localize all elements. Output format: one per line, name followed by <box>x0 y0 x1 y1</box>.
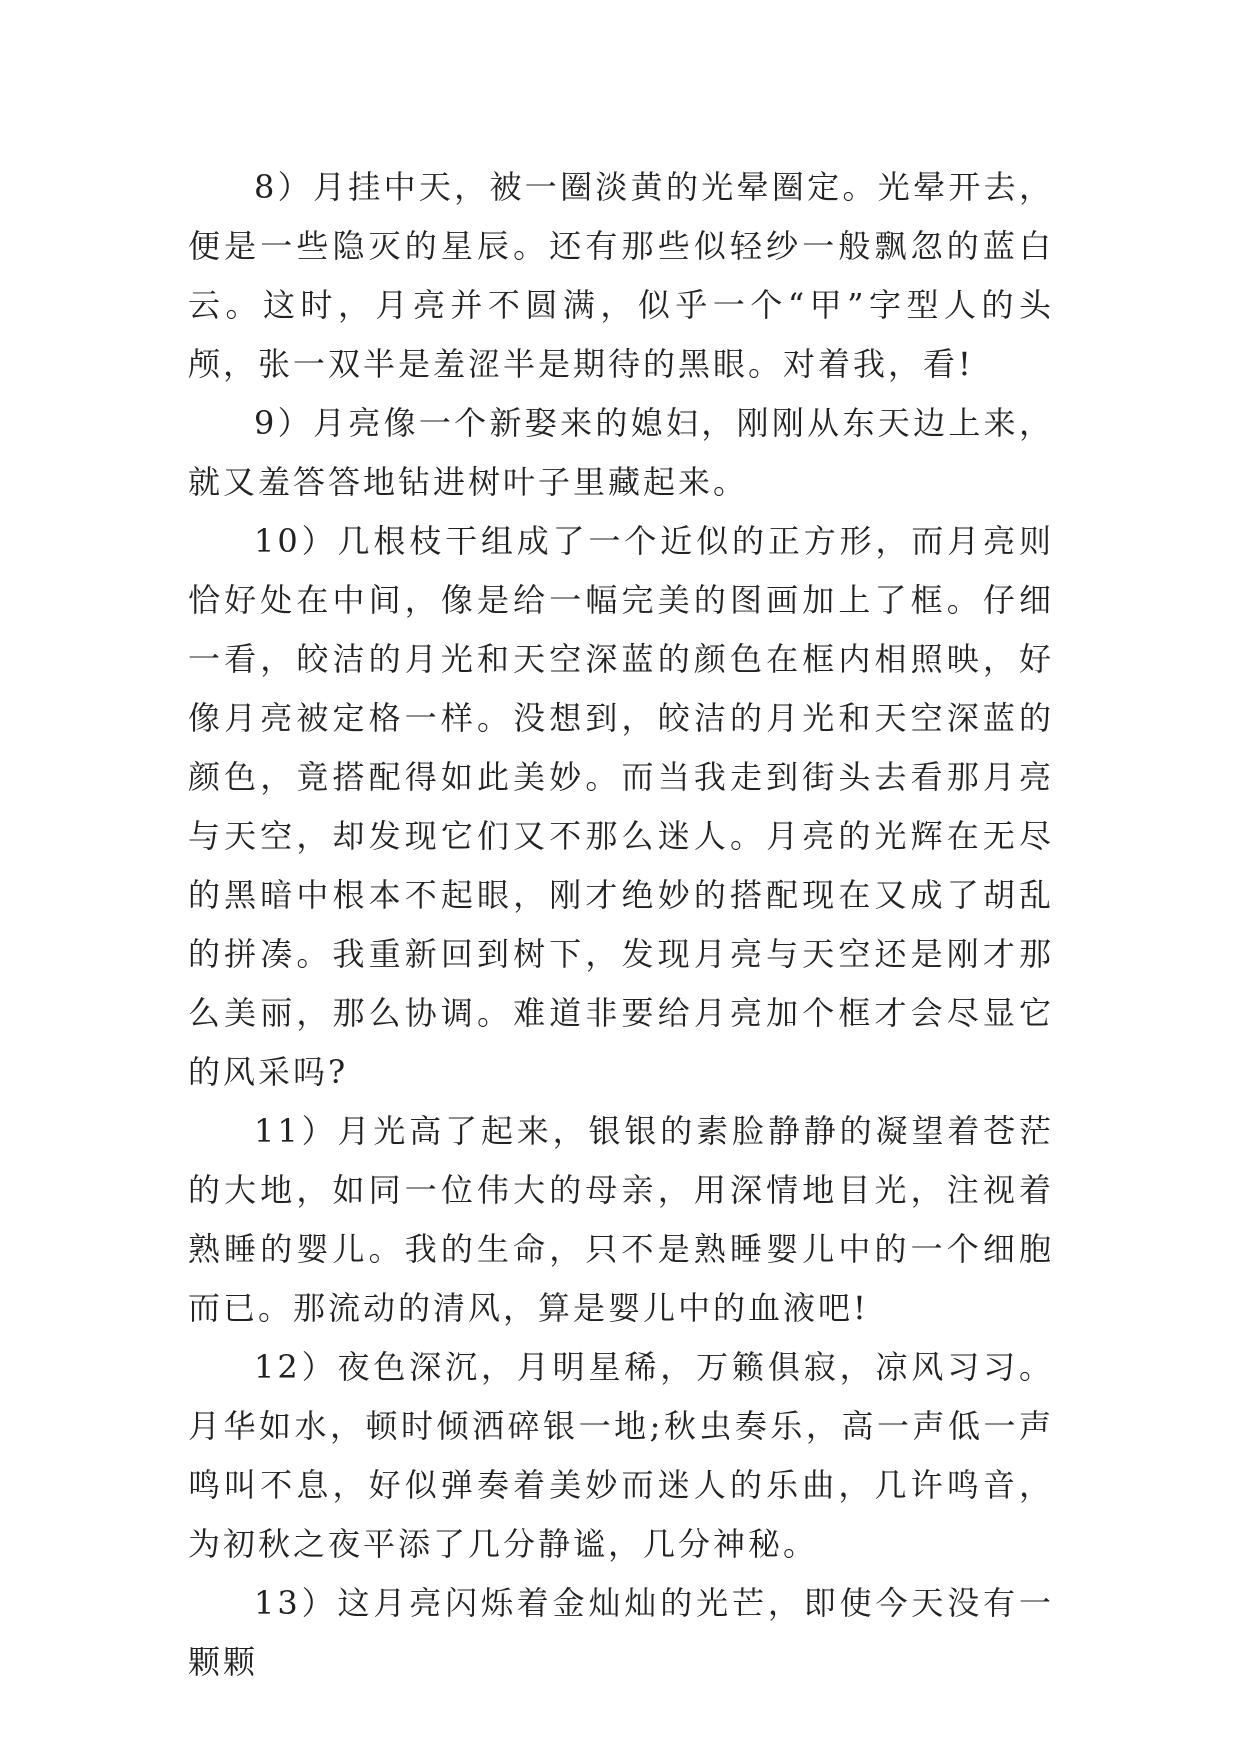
paragraph-11: 11）月光高了起来，银银的素脸静静的凝望着苍茫的大地，如同一位伟大的母亲，用深情地目光，注视着熟睡的婴儿。我的生命，只不是熟睡婴儿中的一个细胞而已。那流动的清风，算是婴儿中的血液吧! <box>188 1112 1054 1327</box>
paragraph-10: 10）几根枝干组成了一个近似的正方形，而月亮则恰好处在中间，像是给一幅完美的图画加上了框。仔细一看，皎洁的月光和天空深蓝的颜色在框内相照映，好像月亮被定格一样。没想到，皎洁的月光和天空深蓝的颜色，竟搭配得如此美妙。而当我走到街头去看那月亮与天空，却发现它们又不那么迷人。月亮的光辉在无尽的黑暗中根本不起眼，刚才绝妙的搭配现在又成了胡乱的拼凑。我重新回到树下，发现月亮与天空还是刚才那么美丽，那么协调。难道非要给月亮加个框才会尽显它的风采吗? <box>188 522 1054 1091</box>
paragraph-13: 13）这月亮闪烁着金灿灿的光芒，即使今天没有一颗颗 <box>188 1584 1054 1681</box>
paragraph-12: 12）夜色深沉，月明星稀，万籁俱寂，凉风习习。月华如水，顿时倾洒碎银一地;秋虫奏乐，高一声低一声鸣叫不息，好似弹奏着美妙而迷人的乐曲，几许鸣音，为初秋之夜平添了几分静谧，几分神秘。 <box>188 1348 1054 1563</box>
document-body <box>188 158 1054 1692</box>
paragraph-8: 8）月挂中天，被一圈淡黄的光晕圈定。光晕开去，便是一些隐灭的星辰。还有那些似轻纱一般飘忽的蓝白云。这时，月亮并不圆满，似乎一个“甲”字型人的头颅，张一双半是羞涩半是期待的黑眼。对着我，看! <box>188 168 1054 383</box>
paragraph-9: 9）月亮像一个新娶来的媳妇，刚刚从东天边上来，就又羞答答地钻进树叶子里藏起来。 <box>188 404 1054 501</box>
